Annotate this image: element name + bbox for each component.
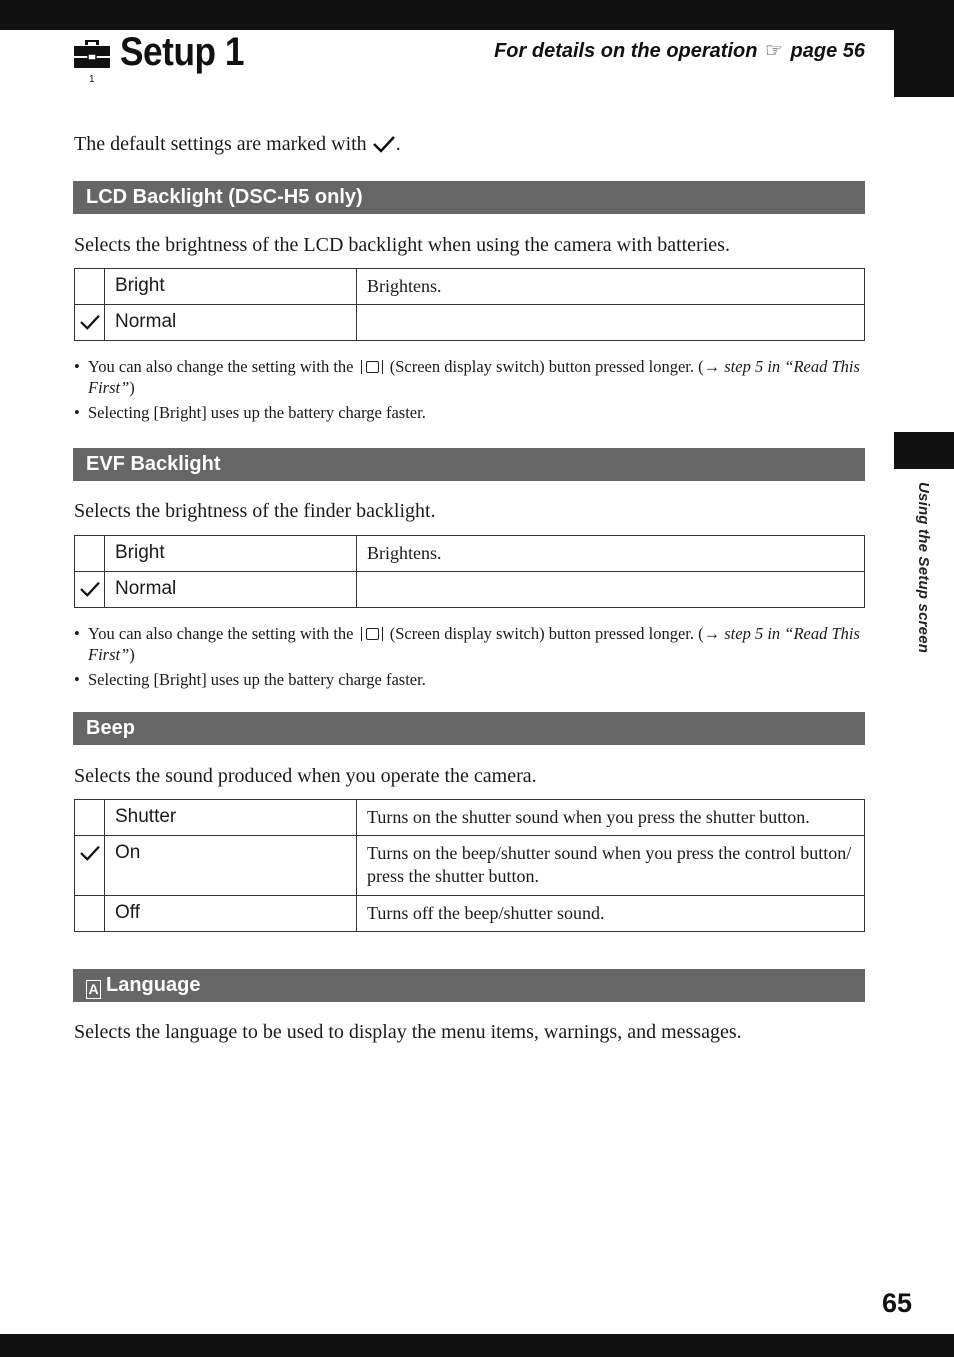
section-heading-evf-backlight: EVF Backlight: [73, 448, 865, 481]
option-name: Bright: [105, 536, 357, 572]
section-description-evf-backlight: Selects the brightness of the finder backlight.: [74, 500, 436, 522]
option-name: Bright: [105, 269, 357, 305]
section-heading-language: [73, 969, 865, 1002]
arrow-icon: →: [703, 624, 721, 643]
operation-reference: [494, 38, 865, 63]
table-row: [75, 305, 865, 341]
default-marker-cell: [75, 836, 105, 896]
notes-evf-backlight: [74, 623, 874, 694]
bottom-bar: [0, 1334, 954, 1357]
default-check-icon: [79, 844, 101, 862]
option-description: [357, 572, 865, 608]
option-description: Brightens.: [357, 269, 865, 305]
default-check-icon: [372, 134, 396, 154]
setup-icon-index: 1: [89, 74, 95, 84]
default-marker-cell: [75, 896, 105, 932]
option-description: Turns on the beep/shutter sound when you press the control button/ press the shutter button.: [357, 836, 865, 896]
screen-display-switch-icon: [361, 627, 383, 641]
option-description: [357, 305, 865, 341]
default-marker-cell: [75, 305, 105, 341]
table-row: [75, 536, 865, 572]
options-table-lcd-backlight: [74, 268, 865, 341]
option-description: Turns off the beep/shutter sound.: [357, 896, 865, 932]
page-number: 65: [881, 1288, 912, 1318]
options-table-evf-backlight: [74, 535, 865, 608]
note-item: • Selecting [Bright] uses up the battery charge faster.: [74, 670, 426, 689]
intro-text-body: The default settings are marked with: [74, 133, 367, 155]
default-check-icon: [79, 313, 101, 331]
table-row: [75, 800, 865, 836]
note-item: • You can also change the setting with the (Screen display switch) button pressed longer. (→ step 5 in “Read This First”): [74, 357, 860, 397]
pointing-hand-icon: ☞: [765, 40, 783, 62]
table-row: [75, 572, 865, 608]
options-table-beep: [74, 799, 865, 932]
section-description-lcd-backlight: Selects the brightness of the LCD backlight when using the camera with batteries.: [74, 234, 730, 256]
section-description-language: Selects the language to be used to display the menu items, warnings, and messages.: [74, 1021, 742, 1043]
option-description: Turns on the shutter sound when you press the shutter button.: [357, 800, 865, 836]
notes-lcd-backlight: [74, 356, 874, 427]
chapter-tab-marker: [894, 432, 954, 469]
chapter-tab-top: [894, 30, 954, 97]
default-marker-cell: [75, 536, 105, 572]
option-description: Brightens.: [357, 536, 865, 572]
operation-ref-page[interactable]: page 56: [790, 40, 865, 62]
default-marker-cell: [75, 572, 105, 608]
screen-display-switch-icon: [361, 360, 383, 374]
option-name: Normal: [105, 572, 357, 608]
intro-text-suffix: .: [395, 133, 401, 155]
table-row: [75, 269, 865, 305]
language-icon: A: [86, 980, 101, 999]
chapter-side-label: Using the Setup screen: [915, 482, 932, 654]
note-item: • You can also change the setting with the (Screen display switch) button pressed longer. (→ step 5 in “Read This First”): [74, 624, 860, 664]
operation-ref-prefix: For details on the operation: [494, 40, 758, 62]
default-check-icon: [79, 580, 101, 598]
table-row: [75, 836, 865, 896]
top-bar: [0, 0, 954, 30]
option-name: Shutter: [105, 800, 357, 836]
intro-text: [74, 133, 401, 156]
table-row: [75, 896, 865, 932]
section-description-beep: Selects the sound produced when you operate the camera.: [74, 765, 537, 787]
option-name: On: [105, 836, 357, 896]
page-title: Setup 1: [120, 30, 245, 74]
option-name: Normal: [105, 305, 357, 341]
section-heading-language-label: Language: [106, 974, 201, 996]
section-heading-beep: Beep: [73, 712, 865, 745]
default-marker-cell: [75, 269, 105, 305]
section-heading-lcd-backlight: LCD Backlight (DSC-H5 only): [73, 181, 865, 214]
setup-toolbox-icon: [74, 40, 110, 84]
default-marker-cell: [75, 800, 105, 836]
option-name: Off: [105, 896, 357, 932]
arrow-icon: →: [703, 357, 721, 376]
note-item: • Selecting [Bright] uses up the battery charge faster.: [74, 403, 426, 422]
